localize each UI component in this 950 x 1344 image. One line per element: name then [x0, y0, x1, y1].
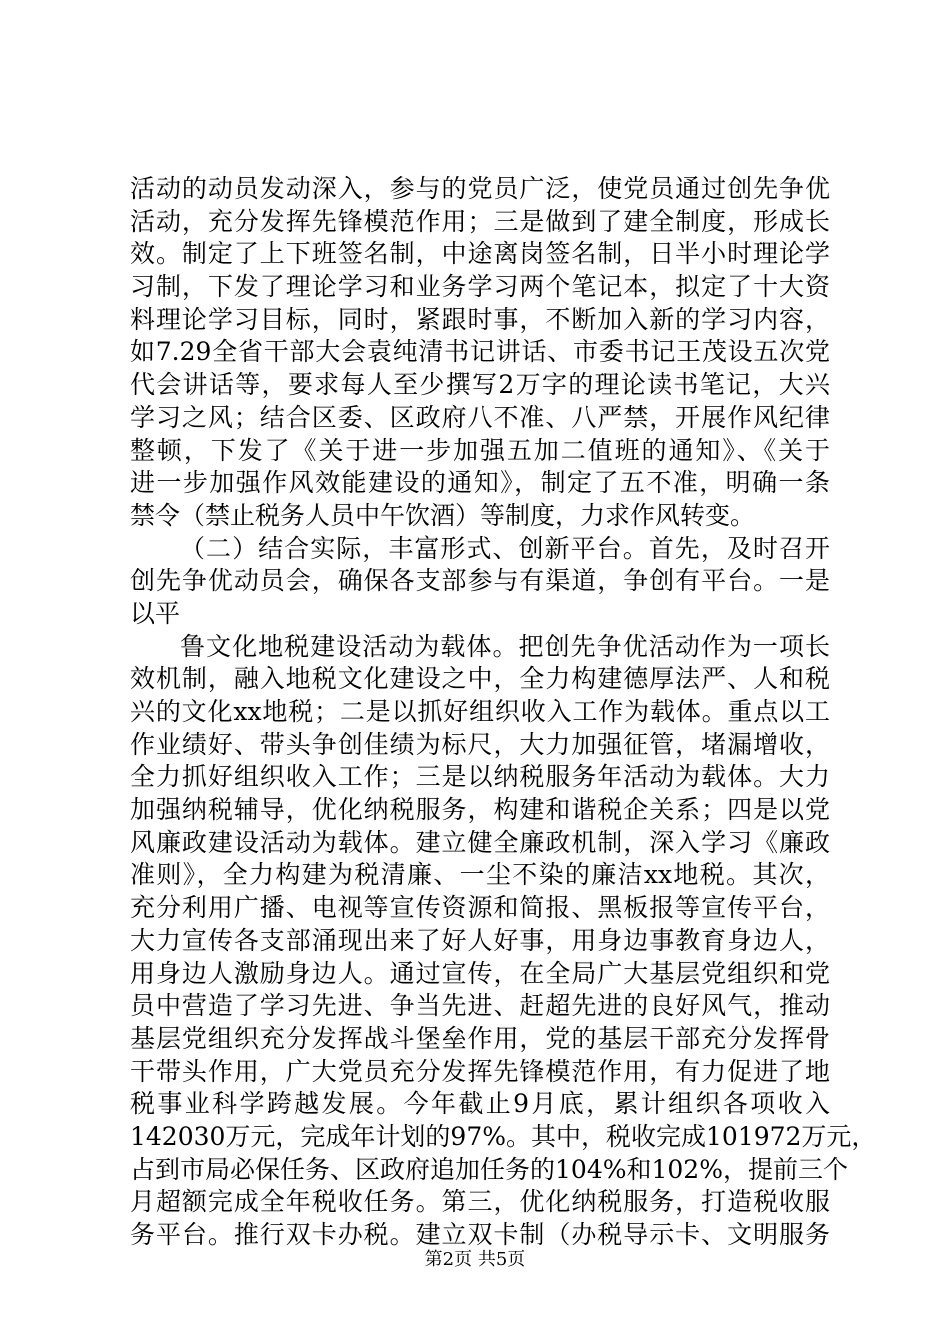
text-line: 税事业科学跨越发展。今年截止9月底，累计组织各项收入	[130, 1089, 830, 1119]
text-line: 充分利用广播、电视等宣传资源和简报、黑板报等宣传平台，	[130, 893, 830, 923]
text-line: 创先争优动员会，确保各支部参与有渠道，争创有平台。一是	[130, 566, 830, 596]
text-line: 效机制，融入地税文化建设之中，全力构建德厚法严、人和税	[130, 664, 830, 694]
text-line: （二）结合实际，丰富形式、创新平台。首先，及时召开	[180, 533, 830, 563]
text-line: 占到市局必保任务、区政府追加任务的104%和102%，提前三个	[130, 1154, 848, 1184]
text-line: 整顿，下发了《关于进一步加强五加二值班的通知》、《关于	[130, 435, 830, 465]
text-line: 务平台。推行双卡办税。建立双卡制（办税导示卡、文明服务	[130, 1220, 830, 1249]
page-footer: 第2页 共5页	[424, 1249, 526, 1270]
text-line: 鲁文化地税建设活动为载体。把创先争优活动作为一项长	[180, 631, 830, 661]
text-line: 代会讲话等，要求每人至少撰写2万字的理论读书笔记，大兴	[130, 370, 830, 400]
body-text	[130, 173, 877, 1252]
text-line: 加强纳税辅导，优化纳税服务，构建和谐税企关系；四是以党	[130, 795, 830, 825]
text-line: 用身边人激励身边人。通过宣传，在全局广大基层党组织和党	[130, 958, 830, 988]
text-line: 干带头作用，广大党员充分发挥先锋模范作用，有力促进了地	[130, 1056, 830, 1086]
text-line: 习制，下发了理论学习和业务学习两个笔记本，拟定了十大资	[130, 272, 830, 302]
text-line: 以平	[130, 598, 181, 628]
text-line: 全力抓好组织收入工作；三是以纳税服务年活动为载体。大力	[130, 762, 830, 792]
text-line: 大力宣传各支部涌现出来了好人好事，用身边事教育身边人，	[130, 925, 830, 955]
text-line: 活动的动员发动深入，参与的党员广泛，使党员通过创先争优	[130, 174, 830, 203]
text-line: 月超额完成全年税收任务。第三，优化纳税服务，打造税收服	[130, 1187, 830, 1217]
text-line: 效。制定了上下班签名制，中途离岗签名制，日半小时理论学	[130, 239, 830, 269]
text-line: 进一步加强作风效能建设的通知》，制定了五不准，明确一条	[130, 468, 830, 498]
text-line: 142030万元，完成年计划的97%。其中，税收完成101972万元，	[130, 1121, 877, 1151]
text-line: 活动，充分发挥先锋模范作用；三是做到了建全制度，形成长	[130, 206, 830, 236]
text-line: 学习之风；结合区委、区政府八不准、八严禁，开展作风纪律	[130, 402, 830, 432]
text-line: 兴的文化xx地税；二是以抓好组织收入工作为载体。重点以工	[130, 697, 830, 726]
text-line: 风廉政建设活动为载体。建立健全廉政机制，深入学习《廉政	[130, 827, 830, 857]
text-line: 如7.29全省干部大会袁纯清书记讲话、市委书记王茂设五次党	[130, 337, 830, 367]
text-line: 基层党组织充分发挥战斗堡垒作用，党的基层干部充分发挥骨	[130, 1023, 830, 1053]
text-line: 禁令（禁止税务人员中午饮酒）等制度，力求作风转变。	[130, 500, 756, 530]
text-line: 准则》，全力构建为税清廉、一尘不染的廉洁xx地税。其次，	[130, 860, 830, 890]
text-line: 员中营造了学习先进、争当先进、赶超先进的良好风气，推动	[130, 991, 830, 1021]
text-line: 料理论学习目标，同时，紧跟时事，不断加入新的学习内容，	[130, 304, 830, 334]
text-line: 作业绩好、带头争创佳绩为标尺，大力加强征管，堵漏增收，	[130, 729, 830, 759]
